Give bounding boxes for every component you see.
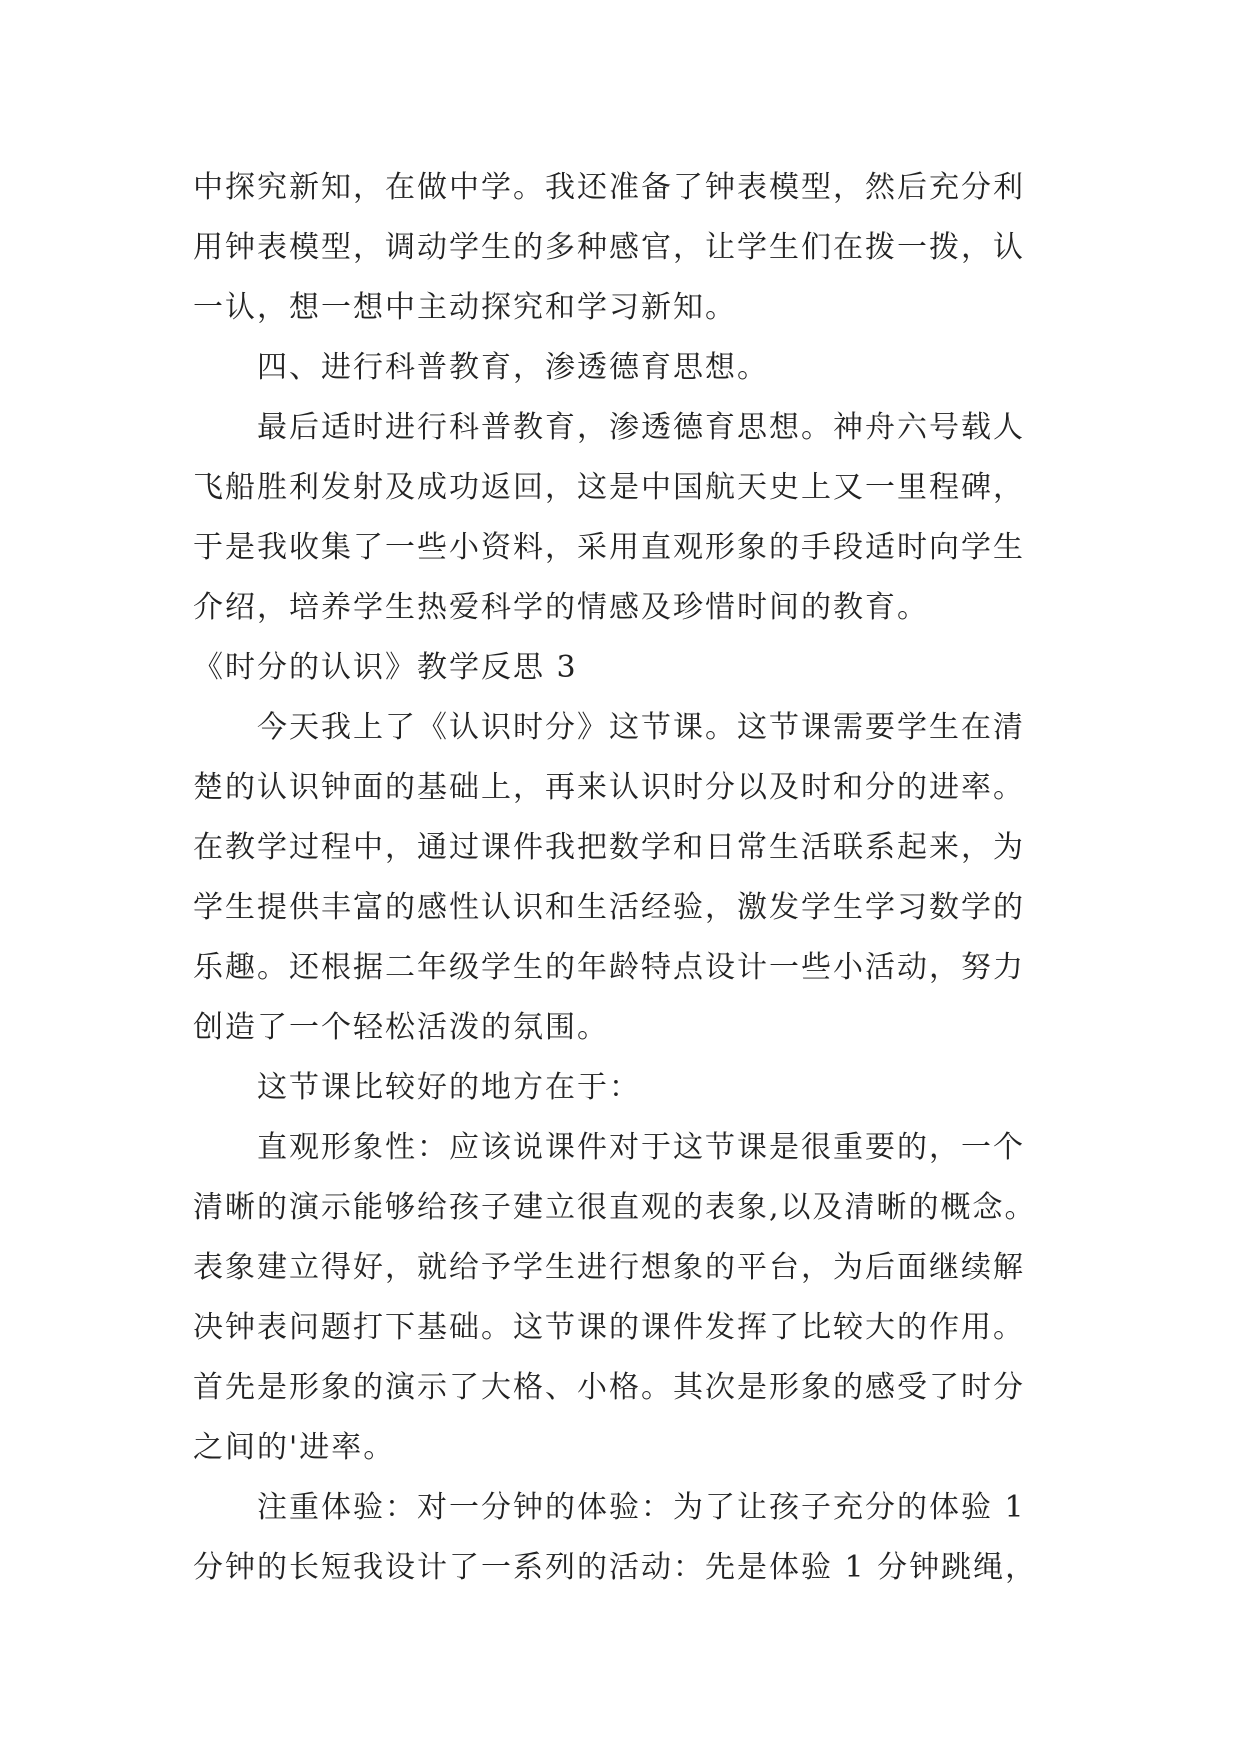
document-body	[193, 158, 1055, 1598]
text-line: 用钟表模型，调动学生的多种感官，让学生们在拨一拨，认	[193, 230, 1025, 265]
text-line: 《时分的认识》教学反思 3	[193, 650, 578, 685]
text-line: 清晰的演示能够给孩子建立很直观的表象,以及清晰的概念。	[193, 1190, 1037, 1225]
text-line: 决钟表问题打下基础。这节课的课件发挥了比较大的作用。	[193, 1310, 1025, 1345]
text-line: 飞船胜利发射及成功返回，这是中国航天史上又一里程碑，	[193, 470, 1025, 505]
text-line: 中探究新知，在做中学。我还准备了钟表模型，然后充分利	[193, 170, 1025, 205]
text-line: 表象建立得好，就给予学生进行想象的平台，为后面继续解	[193, 1250, 1025, 1285]
text-line: 乐趣。还根据二年级学生的年龄特点设计一些小活动，努力	[193, 950, 1025, 985]
text-line: 一认，想一想中主动探究和学习新知。	[193, 290, 737, 325]
text-line: 在教学过程中，通过课件我把数学和日常生活联系起来，为	[193, 830, 1025, 865]
text-line: 介绍，培养学生热爱科学的情感及珍惜时间的教育。	[193, 590, 929, 625]
text-line: 分钟的长短我设计了一系列的活动：先是体验 1 分钟跳绳，	[193, 1550, 1038, 1585]
text-line: 之间的'进率。	[193, 1430, 396, 1465]
paragraph-first-line: 四、进行科普教育，渗透德育思想。	[257, 350, 769, 385]
paragraph-first-line: 直观形象性：应该说课件对于这节课是很重要的，一个	[257, 1130, 1025, 1165]
text-line: 创造了一个轻松活泼的氛围。	[193, 1010, 609, 1045]
text-line: 学生提供丰富的感性认识和生活经验，激发学生学习数学的	[193, 890, 1025, 925]
text-line: 首先是形象的演示了大格、小格。其次是形象的感受了时分	[193, 1370, 1025, 1405]
paragraph-first-line: 这节课比较好的地方在于：	[257, 1070, 641, 1105]
paragraph-first-line: 今天我上了《认识时分》这节课。这节课需要学生在清	[257, 710, 1025, 745]
text-line: 楚的认识钟面的基础上，再来认识时分以及时和分的进率。	[193, 770, 1025, 805]
paragraph-first-line: 注重体验：对一分钟的体验：为了让孩子充分的体验 1	[257, 1490, 1026, 1525]
paragraph-first-line: 最后适时进行科普教育，渗透德育思想。神舟六号载人	[257, 410, 1025, 445]
text-line: 于是我收集了一些小资料，采用直观形象的手段适时向学生	[193, 530, 1025, 565]
